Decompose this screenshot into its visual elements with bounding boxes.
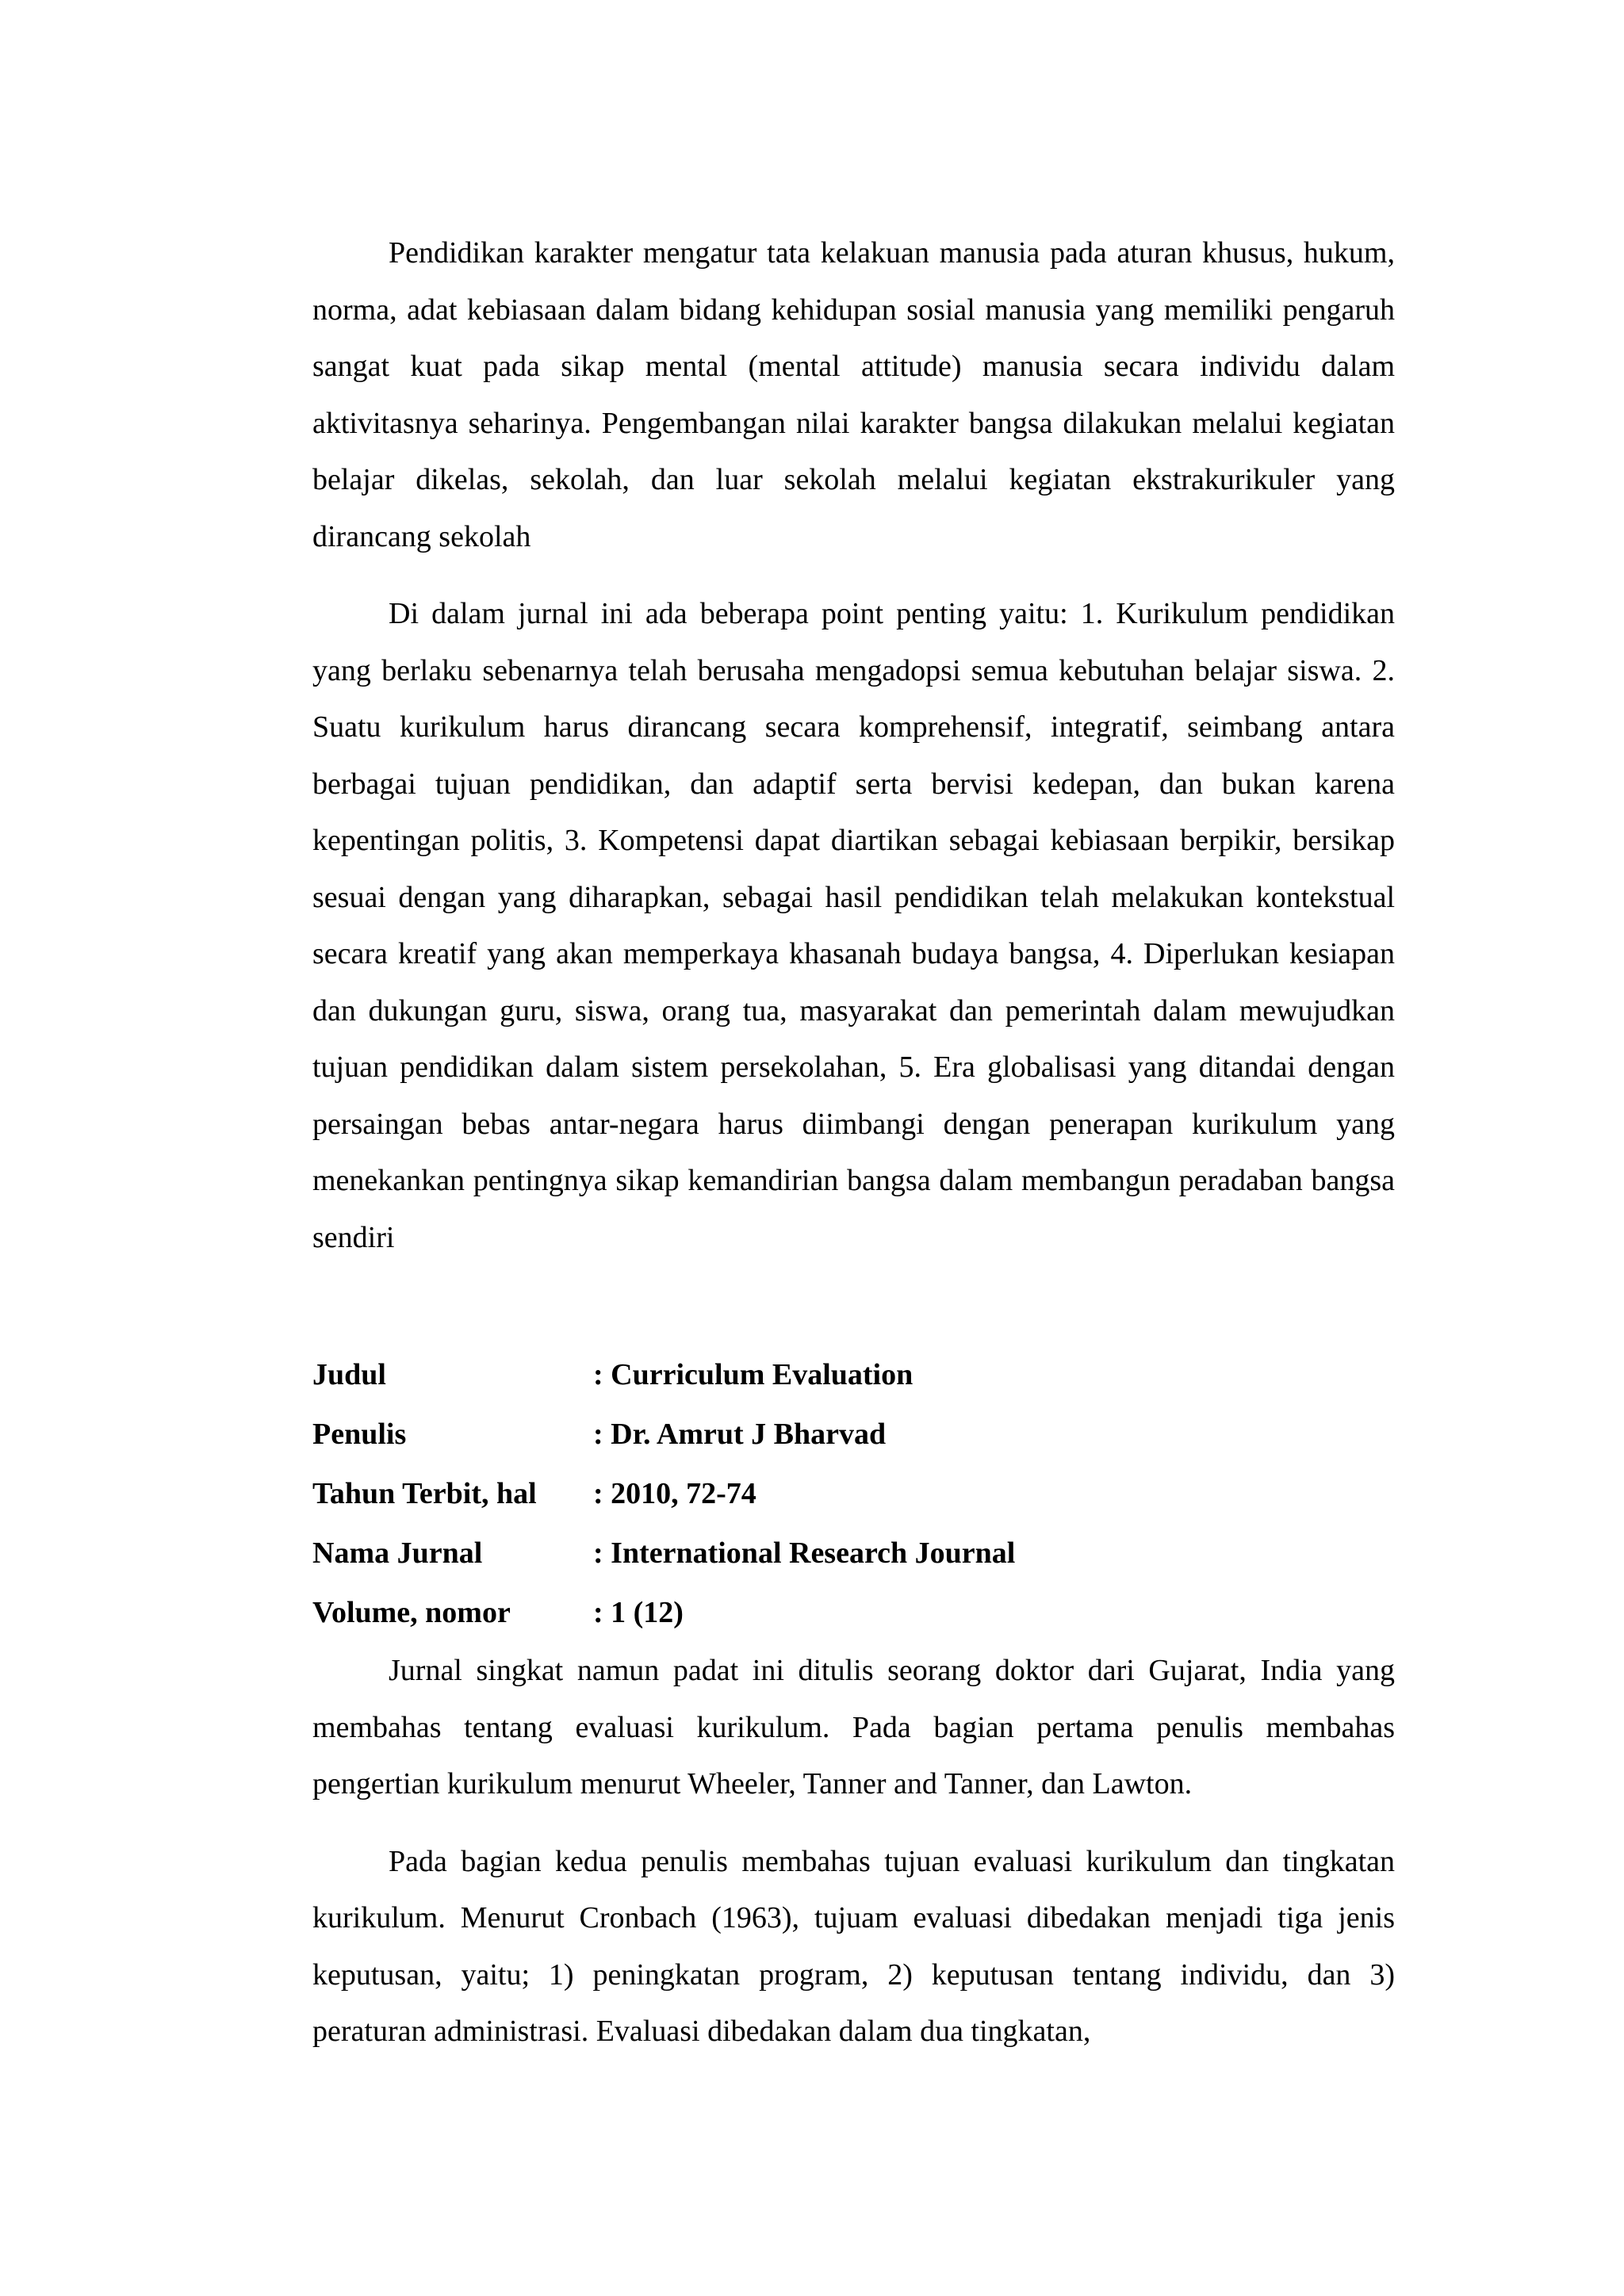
metadata-row-author bbox=[312, 1405, 1395, 1464]
metadata-value: : International Research Journal bbox=[593, 1536, 1016, 1570]
document-page bbox=[312, 225, 1395, 2061]
metadata-value: : Dr. Amrut J Bharvad bbox=[593, 1418, 887, 1451]
metadata-value: : 1 (12) bbox=[593, 1596, 684, 1629]
metadata-label: Penulis bbox=[312, 1418, 407, 1451]
metadata-label: Volume, nomor bbox=[312, 1596, 511, 1629]
metadata-row-volume-number bbox=[312, 1583, 1395, 1643]
metadata-label: Tahun Terbit, hal bbox=[312, 1477, 537, 1510]
metadata-value: : Curriculum Evaluation bbox=[593, 1358, 914, 1391]
paragraph-character-education: Pendidikan karakter mengatur tata kelakuan manusia pada aturan khusus, hukum, norma, adat kebiasaan dalam bidang kehidupan sosial manusia yang memiliki pengaruh sangat kuat pada sikap mental (mental attitude) manusia secara individu dalam aktivitasnya seharinya. Pengembangan nilai karakter bangsa dilakukan melalui kegiatan belajar dikelas, sekolah, dan luar sekolah melalui kegiatan ekstrakurikuler yang dirancang sekolah bbox=[312, 236, 1395, 553]
paragraph-key-points: Di dalam jurnal ini ada beberapa point penting yaitu: 1. Kurikulum pendidikan yang berlaku sebenarnya telah berusaha mengadopsi semua kebutuhan belajar siswa. 2. Suatu kurikulum harus dirancang secara komprehensif, integratif, seimbang antara berbagai tujuan pendidikan, dan adaptif serta bervisi kedepan, dan bukan karena kepentingan politis, 3. Kompetensi dapat diartikan sebagai kebiasaan berpikir, bersikap sesuai dengan yang diharapkan, sebagai hasil pendidikan telah melakukan kontekstual secara kreatif yang akan memperkaya khasanah budaya bangsa, 4. Diperlukan kesiapan dan dukungan guru, siswa, orang tua, masyarakat dan pemerintah dalam mewujudkan tujuan pendidikan dalam sistem persekolahan, 5. Era globalisasi yang ditandai dengan persaingan bebas antar-negara harus diimbangi dengan penerapan kurikulum yang menekankan pentingnya sikap kemandirian bangsa dalam membangun peradaban bangsa sendiri bbox=[312, 597, 1395, 1254]
metadata-label: Judul bbox=[312, 1358, 386, 1391]
metadata-row-journal-name bbox=[312, 1524, 1395, 1583]
metadata-row-year-pages bbox=[312, 1464, 1395, 1524]
metadata-row-title bbox=[312, 1345, 1395, 1405]
paragraph-journal-summary: Jurnal singkat namun padat ini ditulis seorang doktor dari Gujarat, India yang membahas tentang evaluasi kurikulum. Pada bagian pertama penulis membahas pengertian kurikulum menurut Wheeler, Tanner and Tanner, dan Lawton. bbox=[312, 1654, 1395, 1800]
metadata-label: Nama Jurnal bbox=[312, 1536, 483, 1570]
journal-metadata bbox=[312, 1345, 1395, 1643]
paragraph-evaluation-goals: Pada bagian kedua penulis membahas tujuan evaluasi kurikulum dan tingkatan kurikulum. Menurut Cronbach (1963), tujuam evaluasi dibedakan menjadi tiga jenis keputusan, yaitu; 1) peningkatan program, 2) keputusan tentang individu, dan 3) peraturan administrasi. Evaluasi dibedakan dalam dua tingkatan, bbox=[312, 1844, 1395, 2048]
metadata-value: : 2010, 72-74 bbox=[593, 1477, 756, 1510]
